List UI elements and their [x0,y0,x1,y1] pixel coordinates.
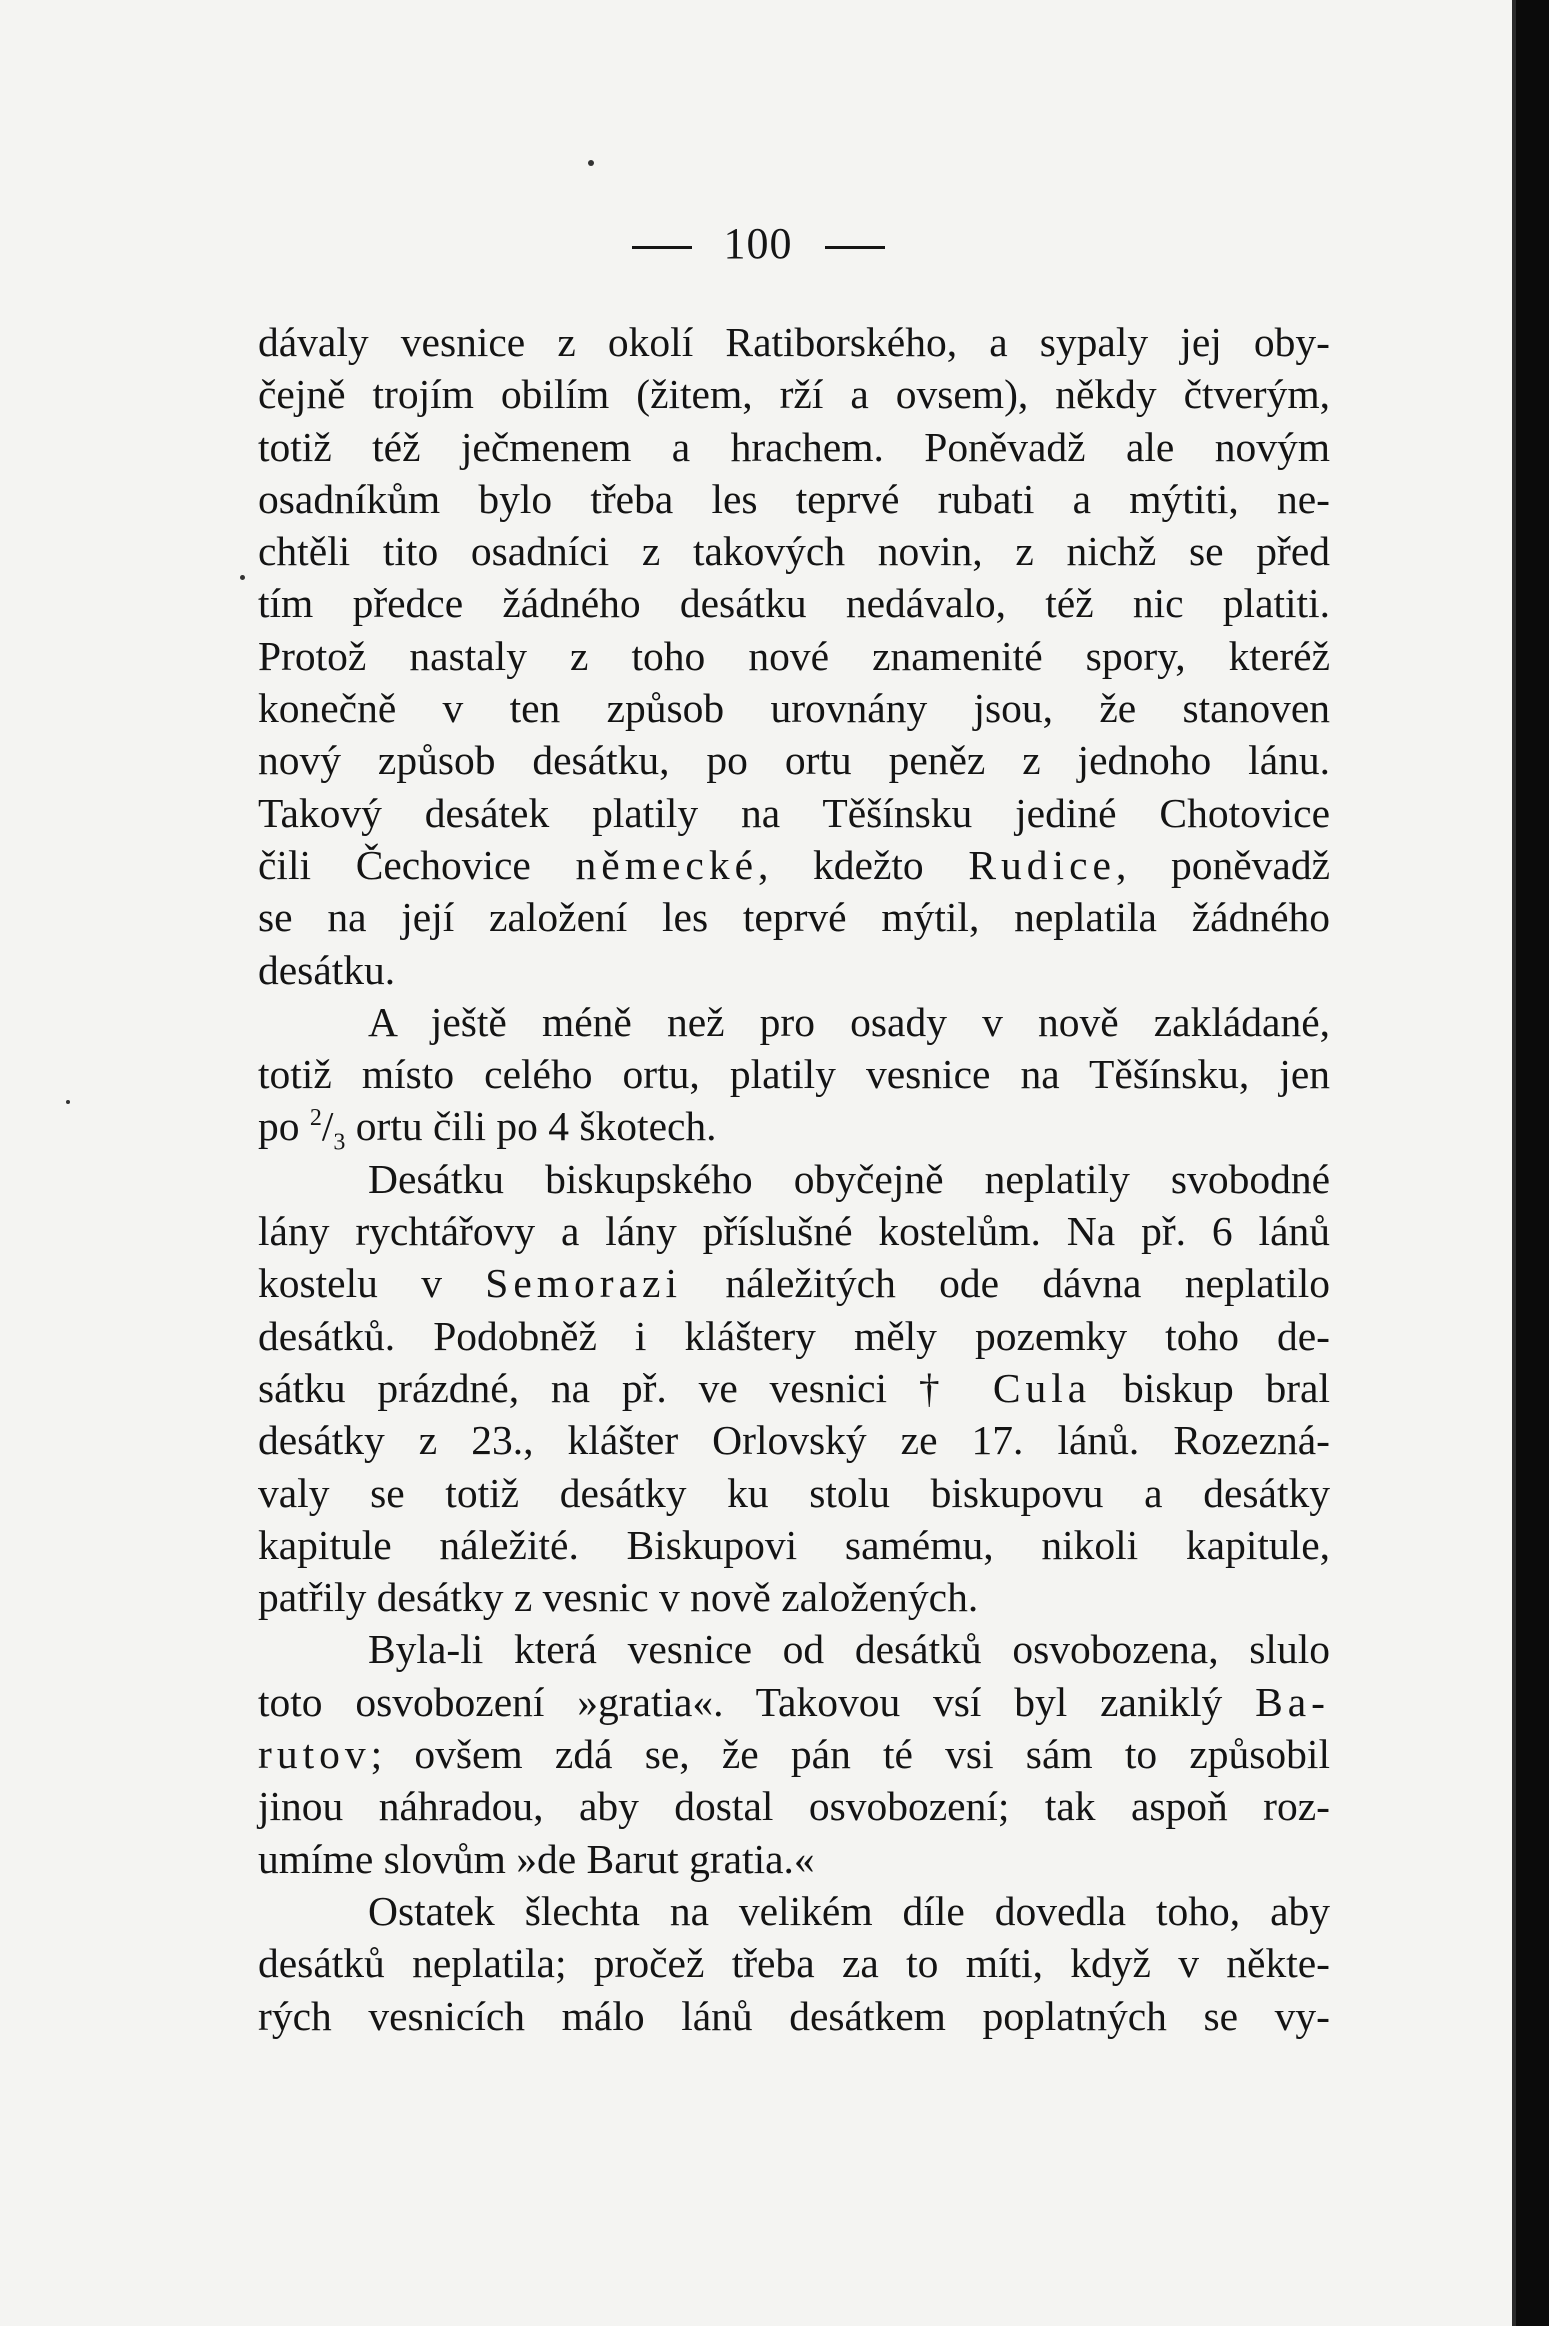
line-segment: rých vesnicích málo lánů desátkem poplatných se vy- [258,1992,1330,2039]
line-segment: totiž též ječmenem a hrachem. Poněvadž ale novým [258,423,1330,470]
text-line [258,944,1330,996]
line-segment: , poněvadž [1115,841,1331,888]
line-segment: po [258,1103,310,1150]
line-segment: lány rychtářovy a lány příslušné kostelům. Na př. 6 lánů [258,1208,1330,1255]
line-segment: A ještě méně než pro osady v nově zakládané, [368,998,1330,1045]
text-line [258,1780,1330,1832]
spaced-text: německé [575,841,758,888]
line-segment: Takový desátek platily na Těšínsku jediné Chotovice [258,789,1330,836]
spaced-text: Ba- [1255,1678,1330,1725]
text-line [258,1205,1330,1257]
line-segment: Desátku biskupského obyčejně neplatily svobodné [368,1155,1330,1202]
line-segment: čejně trojím obilím (žitem, rží a ovsem), někdy čtverým, [258,371,1330,418]
text-line [258,1571,1330,1623]
text-line [258,1990,1330,2042]
text-line [258,577,1330,629]
line-segment: Ostatek šlechta na velikém díle dovedla toho, aby [368,1887,1330,1934]
text-line [258,1833,1330,1885]
text-line [258,787,1330,839]
text-line [258,1937,1330,1989]
text-line [258,316,1330,368]
text-line [258,1414,1330,1466]
page-edge [1512,0,1516,2326]
line-segment: kapitule náležité. Biskupovi samému, nikoli kapitule, [258,1521,1330,1568]
text-line [258,996,1330,1048]
line-segment: konečně v ten způsob urovnány jsou, že stanoven [258,685,1330,732]
line-segment: valy se totiž desátky ku stolu biskupovu a desátky [258,1469,1330,1516]
text-line [258,1362,1330,1414]
text-line [258,1676,1330,1728]
text-line [258,421,1330,473]
page-header [0,218,1516,269]
text-line [258,525,1330,577]
line-segment: desátků. Podobněž i kláštery měly pozemky toho de- [258,1312,1330,1359]
text-line [258,839,1330,891]
spaced-text: Cula [992,1364,1092,1411]
line-segment: jinou náhradou, aby dostal osvobození; tak aspoň roz- [258,1783,1330,1830]
text-line [258,1048,1330,1100]
line-segment: patřily desátky z vesnic v nově založených. [258,1574,979,1621]
text-line [258,1153,1330,1205]
line-segment: osadníkům bylo třeba les teprvé rubati a mýtiti, ne- [258,475,1330,522]
line-segment: kostelu v [258,1260,486,1307]
text-line [258,630,1330,682]
line-segment: se na její založení les teprvé mýtil, neplatila žádného [258,894,1330,941]
text-line [258,1728,1330,1780]
text-line [258,473,1330,525]
line-segment: / [321,1103,334,1150]
line-segment: , kdežto [758,841,969,888]
text-line [258,1467,1330,1519]
line-segment: ; ovšem zdá se, že pán té vsi sám to způsobil [370,1731,1330,1778]
text-line [258,682,1330,734]
header-dash-left [632,246,692,249]
line-segment: sátku prázdné, na př. ve vesnici † [258,1364,993,1411]
line-segment: totiž místo celého ortu, platily vesnice na Těšínsku, jen [258,1051,1330,1098]
line-segment: biskup bral [1091,1364,1330,1411]
line-segment: čili Čechovice [258,841,576,888]
line-segment: desátků neplatila; pročež třeba za to míti, když v někte- [258,1940,1330,1987]
text-line [258,734,1330,786]
scan-speck [240,575,245,580]
spaced-text: Rudice [968,841,1116,888]
line-segment: ortu čili po 4 škotech. [345,1103,717,1150]
text-line [258,1100,1330,1156]
line-segment: dávaly vesnice z okolí Ratiborského, a sypaly jej oby- [258,319,1330,365]
text-line [258,1885,1330,1937]
text-line [258,1310,1330,1362]
line-segment: tím předce žádného desátku nedávalo, též nic platiti. [258,580,1330,627]
line-segment: desátku. [258,946,396,993]
line-segment: náležitých ode dávna neplatilo [682,1260,1330,1307]
text-line [258,1623,1330,1675]
line-segment: desátky z 23., klášter Orlovský ze 17. lánů. Rozezná- [258,1417,1330,1464]
body-text [258,316,1330,2042]
line-segment: Protož nastaly z toho nové znamenité spory, kteréž [258,632,1330,679]
text-line [258,891,1330,943]
text-line [258,368,1330,420]
line-segment: 3 [333,1129,346,1156]
scan-speck [588,160,594,166]
scan-speck [66,1100,70,1104]
line-segment: 2 [309,1105,322,1132]
spaced-text: Semorazi [485,1260,682,1307]
text-line [258,1519,1330,1571]
spaced-text: rutov [258,1731,371,1778]
line-segment: Byla-li která vesnice od desátků osvobozena, slulo [368,1626,1330,1673]
line-segment: umíme slovům »de Barut gratia.« [258,1835,815,1882]
line-segment: chtěli tito osadníci z takových novin, z nichž se před [258,528,1330,575]
text-line [258,1257,1330,1309]
line-segment: toto osvobození »gratia«. Takovou vsí byl zaniklý [258,1678,1256,1725]
line-segment: nový způsob desátku, po ortu peněz z jednoho lánu. [258,737,1330,784]
page-number: 100 [723,219,793,268]
header-dash-right [825,246,885,249]
